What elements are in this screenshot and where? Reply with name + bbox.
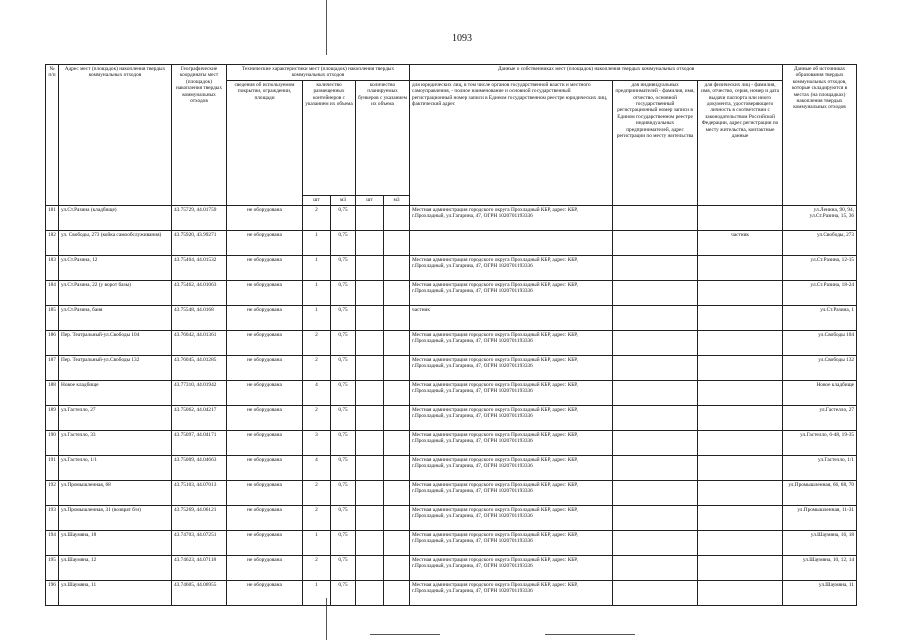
row-container-count: 2 bbox=[303, 355, 331, 380]
row-phys-owner bbox=[698, 330, 783, 355]
row-address: ул.Ст.Разина, 22 (у ворот базы) bbox=[59, 280, 172, 305]
row-container-volume: 0,75 bbox=[331, 430, 356, 455]
row-coords: 43.76045, 44.01285 bbox=[172, 355, 227, 380]
row-address: ул.Гастелло, 33 bbox=[59, 430, 172, 455]
row-planned-count bbox=[356, 555, 384, 580]
row-surface: не оборудована bbox=[227, 580, 303, 605]
row-number: 184 bbox=[46, 280, 59, 305]
row-sources: ул.Шаумяна, 10, 12, 14 bbox=[783, 555, 857, 580]
row-container-count: 1 bbox=[303, 280, 331, 305]
row-coords: 43.76042, 44.01361 bbox=[172, 330, 227, 355]
header-phys: для физических лиц - фамилия, имя, отчество, серия, номер и дата выдачи паспорта или иного документа, удостоверяющего личность в соответствии с законодательством Российской Федерации, адрес регистрации по месту жительства, контактные данные bbox=[698, 80, 783, 205]
row-planned-volume bbox=[384, 305, 410, 330]
row-address: ул.Гастелло, 1/1 bbox=[59, 455, 172, 480]
row-legal-owner: Местная администрация городского округа Прохладный КБР, адрес: КБР, г.Прохладный, ул.Гагарина, 47, ОГРН 1020701193336 bbox=[410, 555, 613, 580]
row-container-count: 2 bbox=[303, 480, 331, 505]
row-number: 183 bbox=[46, 255, 59, 280]
header-sources: Данные об источниках образования твердых коммунальных отходов, которые складируются в местах (на площадках) накопления твердых коммунальных отходов bbox=[783, 65, 857, 206]
row-coords: 43.74605, 44.06955 bbox=[172, 580, 227, 605]
row-ip-owner bbox=[613, 455, 698, 480]
row-container-volume: 0,75 bbox=[331, 305, 356, 330]
row-ip-owner bbox=[613, 355, 698, 380]
row-surface: не оборудована bbox=[227, 480, 303, 505]
row-planned-count bbox=[356, 505, 384, 530]
row-sources: ул.Шаумяна, 16, 18 bbox=[783, 530, 857, 555]
row-surface: не оборудована bbox=[227, 255, 303, 280]
row-container-count: 2 bbox=[303, 555, 331, 580]
row-phys-owner bbox=[698, 505, 783, 530]
row-legal-owner: Местная администрация городского округа Прохладный КБР, адрес: КБР, г.Прохладный, ул.Гагарина, 47, ОГРН 1020701193336 bbox=[410, 330, 613, 355]
row-coords: 43.75548, 44.0168 bbox=[172, 305, 227, 330]
row-legal-owner: Местная администрация городского округа Прохладный КБР, адрес: КБР, г.Прохладный, ул.Гагарина, 47, ОГРН 1020701193336 bbox=[410, 205, 613, 230]
row-phys-owner bbox=[698, 455, 783, 480]
row-coords: 43.74703, 44.07251 bbox=[172, 530, 227, 555]
table-row bbox=[46, 430, 857, 455]
row-surface: не оборудована bbox=[227, 455, 303, 480]
row-address: ул.Ст.Разина, баня bbox=[59, 305, 172, 330]
row-legal-owner: Местная администрация городского округа Прохладный КБР, адрес: КБР, г.Прохладный, ул.Гагарина, 47, ОГРН 1020701193336 bbox=[410, 480, 613, 505]
table-row bbox=[46, 305, 857, 330]
row-legal-owner: Местная администрация городского округа Прохладный КБР, адрес: КБР, г.Прохладный, ул.Гагарина, 47, ОГРН 1020701193336 bbox=[410, 580, 613, 605]
row-container-count: 2 bbox=[303, 330, 331, 355]
row-planned-volume bbox=[384, 230, 410, 255]
header-placed: количество размещенных контейнеров с указанием их объема bbox=[303, 80, 356, 195]
row-legal-owner: Местная администрация городского округа Прохладный КБР, адрес: КБР, г.Прохладный, ул.Гагарина, 47, ОГРН 1020701193336 bbox=[410, 455, 613, 480]
row-sources: ул.Свободы 104 bbox=[783, 330, 857, 355]
row-ip-owner bbox=[613, 405, 698, 430]
scan-mark-bottom-right bbox=[545, 634, 635, 635]
row-container-count: 1 bbox=[303, 255, 331, 280]
row-ip-owner bbox=[613, 555, 698, 580]
row-ip-owner bbox=[613, 230, 698, 255]
row-address: ул.Ст.Разина (кладбище) bbox=[59, 205, 172, 230]
row-legal-owner: Местная администрация городского округа Прохладный КБР, адрес: КБР, г.Прохладный, ул.Гагарина, 47, ОГРН 1020701193336 bbox=[410, 430, 613, 455]
row-surface: не оборудована bbox=[227, 555, 303, 580]
row-container-volume: 0,75 bbox=[331, 205, 356, 230]
row-coords: 43.75920, 43.99271 bbox=[172, 230, 227, 255]
row-coords: 43.75404, 44.01532 bbox=[172, 255, 227, 280]
row-planned-volume bbox=[384, 205, 410, 230]
row-container-count: 1 bbox=[303, 305, 331, 330]
row-coords: 43.75009, 44.04663 bbox=[172, 455, 227, 480]
fold-line-top bbox=[326, 0, 327, 55]
row-legal-owner: Местная администрация городского округа Прохладный КБР, адрес: КБР, г.Прохладный, ул.Гагарина, 47, ОГРН 1020701193336 bbox=[410, 280, 613, 305]
row-coords: 43.75729, 44.01759 bbox=[172, 205, 227, 230]
row-ip-owner bbox=[613, 255, 698, 280]
table-row bbox=[46, 255, 857, 280]
row-sources: ул.Свободы, 273 bbox=[783, 230, 857, 255]
row-surface: не оборудована bbox=[227, 530, 303, 555]
table-row bbox=[46, 455, 857, 480]
row-coords: 43.75269, 44.06121 bbox=[172, 505, 227, 530]
row-surface: не оборудована bbox=[227, 505, 303, 530]
header-surface: сведения об используемом покрытии, ограждении, площади bbox=[227, 80, 303, 205]
row-container-volume: 0,75 bbox=[331, 230, 356, 255]
row-planned-volume bbox=[384, 530, 410, 555]
row-planned-volume bbox=[384, 280, 410, 305]
row-address: ул.Шаумяна, 18 bbox=[59, 530, 172, 555]
row-planned-count bbox=[356, 430, 384, 455]
row-number: 191 bbox=[46, 455, 59, 480]
row-surface: не оборудована bbox=[227, 430, 303, 455]
table-row bbox=[46, 280, 857, 305]
unit-pcs: шт bbox=[303, 195, 331, 205]
row-sources: ул.Гастелло, 1/1 bbox=[783, 455, 857, 480]
row-sources: ул.Ст.Разина, 18-24 bbox=[783, 280, 857, 305]
row-sources: ул.Шаумяна, 11 bbox=[783, 580, 857, 605]
row-planned-count bbox=[356, 255, 384, 280]
row-address: ул. Свободы, 273 (койка самообслуживания) bbox=[59, 230, 172, 255]
row-surface: не оборудована bbox=[227, 380, 303, 405]
page-number: 1093 bbox=[452, 33, 472, 44]
row-number: 190 bbox=[46, 430, 59, 455]
row-sources: ул.Ст.Разина, 12-15 bbox=[783, 255, 857, 280]
row-number: 195 bbox=[46, 555, 59, 580]
row-container-volume: 0,75 bbox=[331, 405, 356, 430]
row-planned-count bbox=[356, 305, 384, 330]
row-container-count: 1 bbox=[303, 580, 331, 605]
row-address: ул.Промышленная, 31 (возврат б/н) bbox=[59, 505, 172, 530]
header-legal: для юридических лиц, в том числе органов государственной власти и местного самоуправления, - полное наименование и основной государственный регистрационный номер записи в Едином государственном реестре юридических лиц, фактический адрес bbox=[410, 80, 613, 205]
row-address: ул.Гастелло, 27 bbox=[59, 405, 172, 430]
table-row bbox=[46, 530, 857, 555]
row-number: 186 bbox=[46, 330, 59, 355]
row-phys-owner: частник bbox=[698, 230, 783, 255]
row-coords: 43.74623, 44.07118 bbox=[172, 555, 227, 580]
header-num: № п/п bbox=[46, 65, 59, 206]
row-planned-count bbox=[356, 230, 384, 255]
scan-mark-bottom bbox=[370, 634, 440, 635]
row-planned-volume bbox=[384, 480, 410, 505]
row-container-count: 2 bbox=[303, 505, 331, 530]
row-planned-volume bbox=[384, 255, 410, 280]
row-ip-owner bbox=[613, 330, 698, 355]
row-number: 181 bbox=[46, 205, 59, 230]
row-surface: не оборудована bbox=[227, 280, 303, 305]
row-sources: ул.Промышленная, 11-31 bbox=[783, 505, 857, 530]
row-number: 182 bbox=[46, 230, 59, 255]
row-planned-count bbox=[356, 205, 384, 230]
row-planned-count bbox=[356, 480, 384, 505]
row-coords: 43.75097, 44.04171 bbox=[172, 430, 227, 455]
table-row bbox=[46, 330, 857, 355]
row-coords: 43.75462, 44.01063 bbox=[172, 280, 227, 305]
row-number: 194 bbox=[46, 530, 59, 555]
table-row bbox=[46, 580, 857, 605]
row-phys-owner bbox=[698, 555, 783, 580]
row-number: 187 bbox=[46, 355, 59, 380]
row-phys-owner bbox=[698, 305, 783, 330]
row-planned-count bbox=[356, 330, 384, 355]
row-phys-owner bbox=[698, 480, 783, 505]
row-surface: не оборудована bbox=[227, 405, 303, 430]
row-container-count: 1 bbox=[303, 230, 331, 255]
row-planned-volume bbox=[384, 455, 410, 480]
row-container-volume: 0,75 bbox=[331, 455, 356, 480]
unit-pcs-planned: шт bbox=[356, 195, 384, 205]
row-surface: не оборудована bbox=[227, 305, 303, 330]
row-planned-volume bbox=[384, 330, 410, 355]
row-ip-owner bbox=[613, 580, 698, 605]
row-container-volume: 0,75 bbox=[331, 480, 356, 505]
row-planned-count bbox=[356, 455, 384, 480]
row-sources: ул.Ленина, 90, 94, ул.Ст.Разина, 15, 36 bbox=[783, 205, 857, 230]
table-row bbox=[46, 380, 857, 405]
row-legal-owner: Местная администрация городского округа Прохладный КБР, адрес: КБР, г.Прохладный, ул.Гагарина, 47, ОГРН 1020701193336 bbox=[410, 380, 613, 405]
row-planned-volume bbox=[384, 405, 410, 430]
row-planned-count bbox=[356, 405, 384, 430]
row-phys-owner bbox=[698, 255, 783, 280]
row-container-count: 3 bbox=[303, 430, 331, 455]
row-planned-volume bbox=[384, 380, 410, 405]
row-planned-volume bbox=[384, 430, 410, 455]
row-sources: ул.Промышленная, 66, 68, 70 bbox=[783, 480, 857, 505]
row-phys-owner bbox=[698, 430, 783, 455]
row-surface: не оборудована bbox=[227, 205, 303, 230]
row-planned-volume bbox=[384, 580, 410, 605]
table-row bbox=[46, 205, 857, 230]
unit-m3-planned: м3 bbox=[384, 195, 410, 205]
row-address: ул.Ст.Разина, 12 bbox=[59, 255, 172, 280]
waste-sites-table bbox=[45, 64, 857, 606]
row-phys-owner bbox=[698, 405, 783, 430]
row-sources: ул.Гастелло, 6-48, 19-35 bbox=[783, 430, 857, 455]
row-number: 185 bbox=[46, 305, 59, 330]
row-sources: ул.Гастелло, 27 bbox=[783, 405, 857, 430]
table-row bbox=[46, 505, 857, 530]
table-row bbox=[46, 355, 857, 380]
header-coords: Географические координаты мест (площадок) накопления твердых коммунальных отходов bbox=[172, 65, 227, 206]
row-address: ул.Шаумяна, 11 bbox=[59, 580, 172, 605]
row-legal-owner bbox=[410, 230, 613, 255]
row-phys-owner bbox=[698, 355, 783, 380]
table-row bbox=[46, 555, 857, 580]
row-number: 188 bbox=[46, 380, 59, 405]
header-address: Адрес мест (площадок) накопления твердых коммунальных отходов bbox=[59, 65, 172, 206]
row-ip-owner bbox=[613, 205, 698, 230]
row-address: Пер. Театральный-ул.Свободы 104 bbox=[59, 330, 172, 355]
header-ip: для индивидуальных предпринимателей - фамилия, имя, отчество, основной государственный регистрационный номер записи в Едином государственном реестре индивидуальных предпринимателей, адрес регистрации по месту жительства bbox=[613, 80, 698, 205]
row-container-volume: 0,75 bbox=[331, 330, 356, 355]
row-container-volume: 0,75 bbox=[331, 505, 356, 530]
row-legal-owner: Местная администрация городского округа Прохладный КБР, адрес: КБР, г.Прохладный, ул.Гагарина, 47, ОГРН 1020701193336 bbox=[410, 255, 613, 280]
row-number: 193 bbox=[46, 505, 59, 530]
row-phys-owner bbox=[698, 530, 783, 555]
row-number: 192 bbox=[46, 480, 59, 505]
row-address: Новое кладбище bbox=[59, 380, 172, 405]
row-ip-owner bbox=[613, 280, 698, 305]
row-surface: не оборудована bbox=[227, 330, 303, 355]
row-ip-owner bbox=[613, 530, 698, 555]
row-container-volume: 0,75 bbox=[331, 355, 356, 380]
header-planned: количество планируемых бункеров с указанием их объема bbox=[356, 80, 410, 195]
row-planned-count bbox=[356, 580, 384, 605]
row-container-count: 2 bbox=[303, 205, 331, 230]
row-container-volume: 0,75 bbox=[331, 255, 356, 280]
unit-m3: м3 bbox=[331, 195, 356, 205]
row-phys-owner bbox=[698, 580, 783, 605]
row-address: Пер. Театральный-ул.Свободы 132 bbox=[59, 355, 172, 380]
table-row bbox=[46, 230, 857, 255]
row-container-count: 1 bbox=[303, 530, 331, 555]
row-phys-owner bbox=[698, 380, 783, 405]
row-planned-count bbox=[356, 380, 384, 405]
row-phys-owner bbox=[698, 205, 783, 230]
row-ip-owner bbox=[613, 505, 698, 530]
row-ip-owner bbox=[613, 305, 698, 330]
row-address: ул.Шаумяна, 12 bbox=[59, 555, 172, 580]
row-number: 189 bbox=[46, 405, 59, 430]
row-planned-volume bbox=[384, 555, 410, 580]
row-coords: 43.77310, 44.01942 bbox=[172, 380, 227, 405]
row-container-volume: 0,75 bbox=[331, 530, 356, 555]
row-planned-volume bbox=[384, 505, 410, 530]
row-planned-volume bbox=[384, 355, 410, 380]
header-tech: Технические характеристики мест (площадок) накопления твердых коммунальных отходов bbox=[227, 65, 410, 81]
row-legal-owner: Местная администрация городского округа Прохладный КБР, адрес: КБР, г.Прохладный, ул.Гагарина, 47, ОГРН 1020701193336 bbox=[410, 505, 613, 530]
row-ip-owner bbox=[613, 480, 698, 505]
row-surface: не оборудована bbox=[227, 355, 303, 380]
row-container-volume: 0,75 bbox=[331, 580, 356, 605]
row-sources: ул.Свободы 132 bbox=[783, 355, 857, 380]
row-legal-owner: Местная администрация городского округа Прохладный КБР, адрес: КБР, г.Прохладный, ул.Гагарина, 47, ОГРН 1020701193336 bbox=[410, 530, 613, 555]
header-owners: Данные о собственниках мест (площадок) накопления твердых коммунальных отходов bbox=[410, 65, 783, 81]
row-container-count: 4 bbox=[303, 455, 331, 480]
row-container-volume: 0,75 bbox=[331, 555, 356, 580]
row-address: ул.Промышленная, 68 bbox=[59, 480, 172, 505]
table-row bbox=[46, 405, 857, 430]
row-planned-count bbox=[356, 280, 384, 305]
row-sources: Новое кладбище bbox=[783, 380, 857, 405]
row-container-volume: 0,75 bbox=[331, 280, 356, 305]
row-number: 196 bbox=[46, 580, 59, 605]
row-legal-owner: частник bbox=[410, 305, 613, 330]
row-surface: не оборудована bbox=[227, 230, 303, 255]
row-phys-owner bbox=[698, 280, 783, 305]
row-coords: 43.75062, 44.04217 bbox=[172, 405, 227, 430]
table-row bbox=[46, 480, 857, 505]
row-planned-count bbox=[356, 355, 384, 380]
row-legal-owner: Местная администрация городского округа Прохладный КБР, адрес: КБР, г.Прохладный, ул.Гагарина, 47, ОГРН 1020701193336 bbox=[410, 405, 613, 430]
row-container-count: 2 bbox=[303, 405, 331, 430]
row-container-count: 4 bbox=[303, 380, 331, 405]
row-container-volume: 0,75 bbox=[331, 380, 356, 405]
row-ip-owner bbox=[613, 430, 698, 455]
row-coords: 43.75103, 44.07013 bbox=[172, 480, 227, 505]
row-sources: ул.Ст.Разина, 1 bbox=[783, 305, 857, 330]
row-planned-count bbox=[356, 530, 384, 555]
row-legal-owner: Местная администрация городского округа Прохладный КБР, адрес: КБР, г.Прохладный, ул.Гагарина, 47, ОГРН 1020701193336 bbox=[410, 355, 613, 380]
row-ip-owner bbox=[613, 380, 698, 405]
